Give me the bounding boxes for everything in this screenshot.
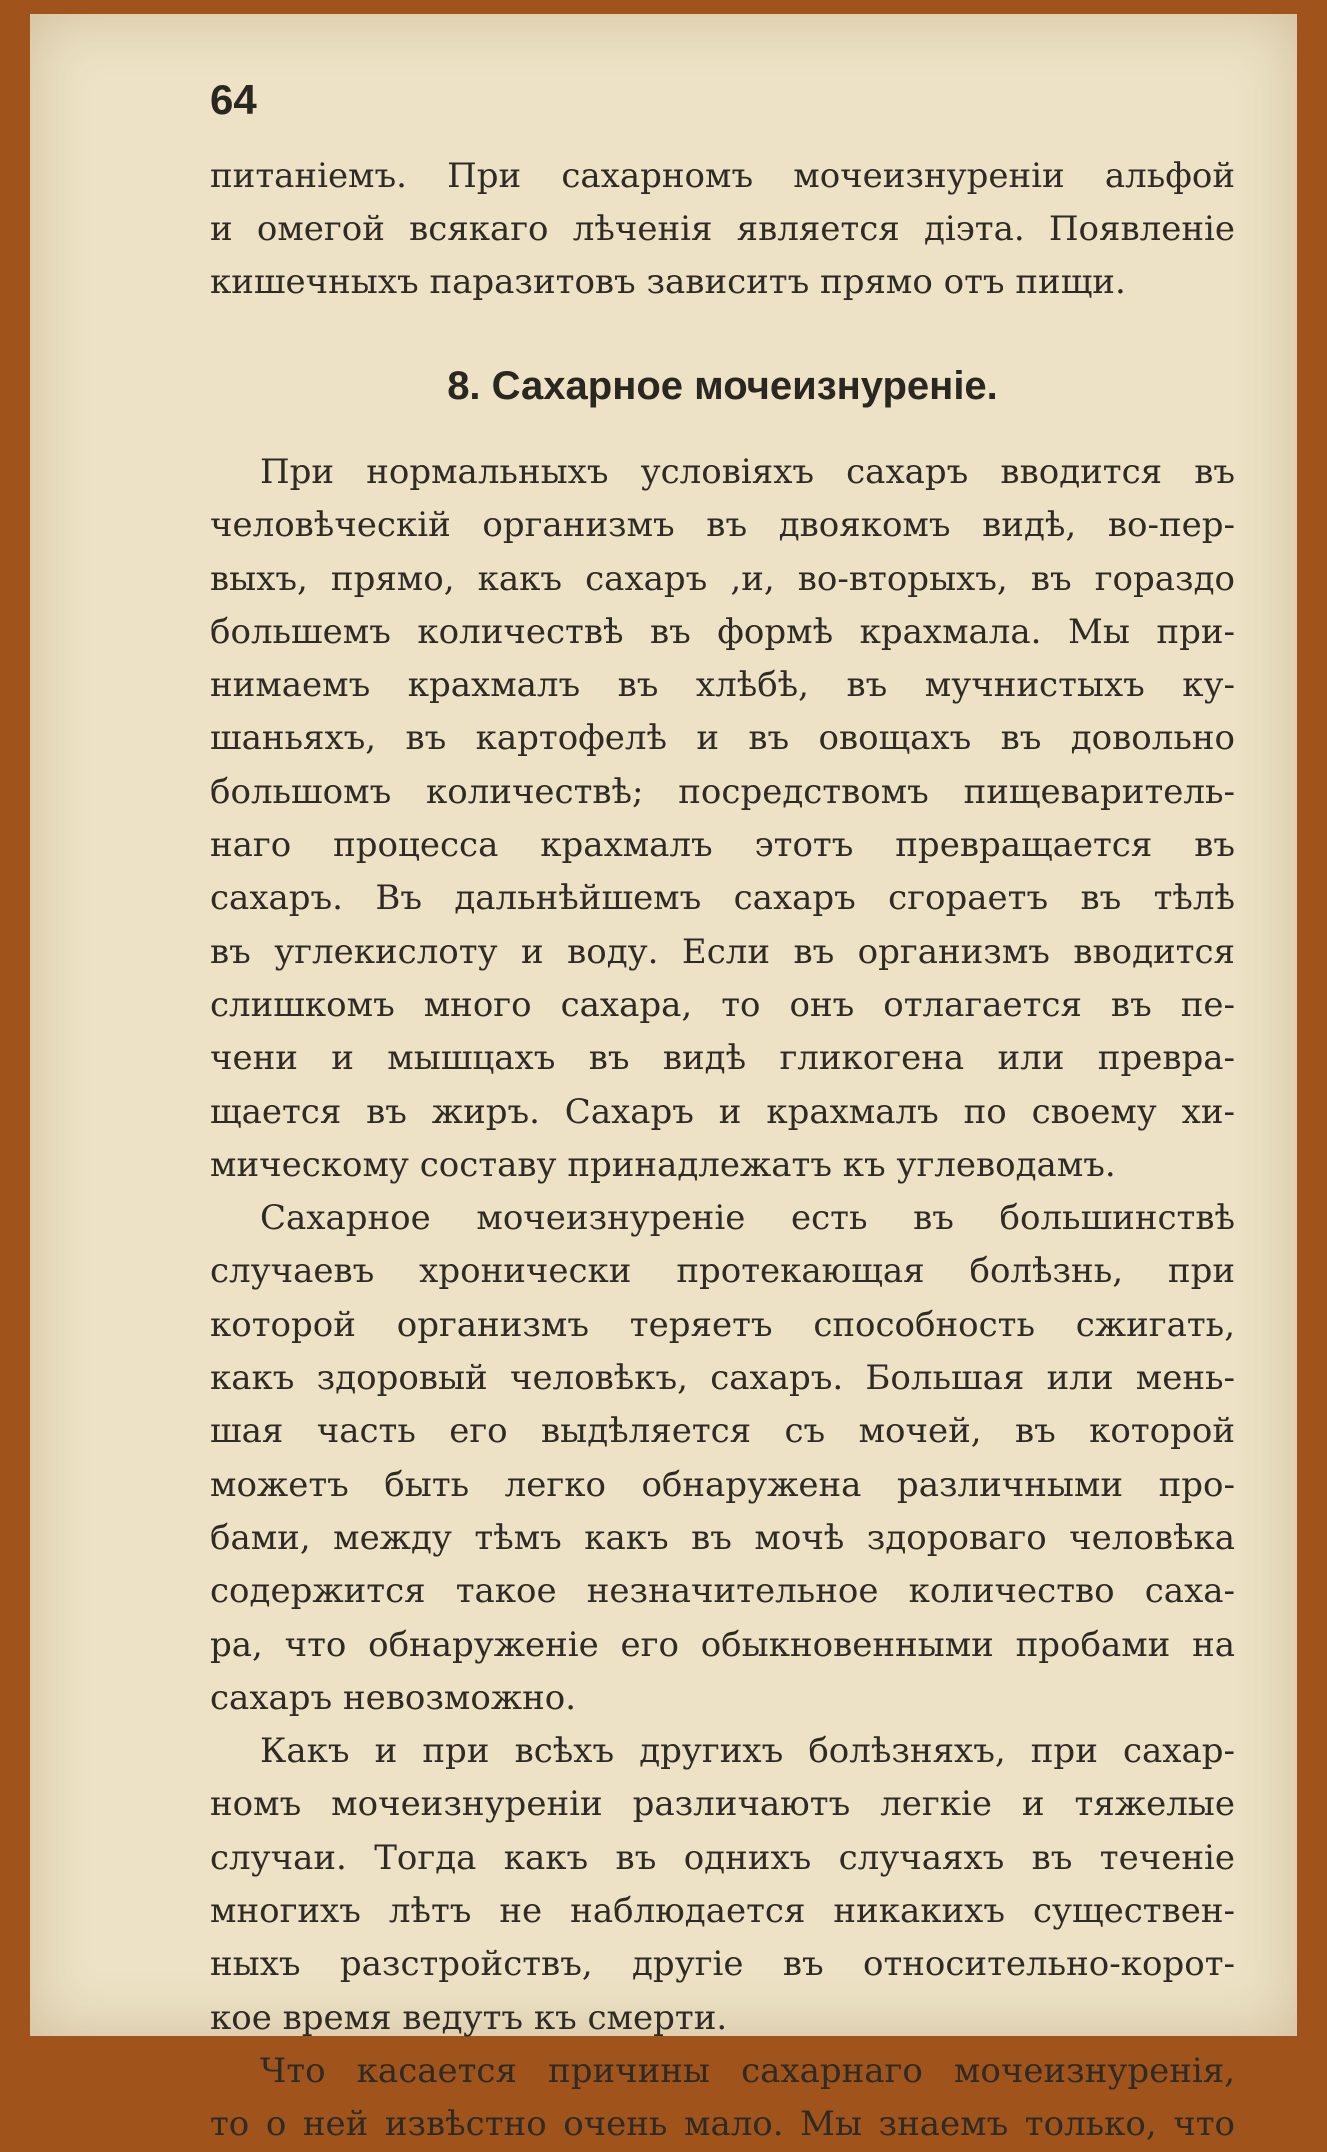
text-line: шаньяхъ, въ картофелѣ и въ овощахъ въ довольно	[210, 718, 1235, 759]
text-line: сахаръ. Въ дальнѣйшемъ сахаръ сгораетъ въ тѣлѣ	[210, 878, 1235, 919]
text-line: и омегой всякаго лѣченія является діэта. Появленіе	[210, 209, 1235, 249]
intro-paragraph	[210, 150, 1235, 309]
text-line: какъ здоровый человѣкъ, сахаръ. Большая или мень-	[210, 1358, 1235, 1399]
text-line: щается въ жиръ. Сахаръ и крахмалъ по своему хи-	[210, 1091, 1235, 1132]
book-page	[30, 14, 1297, 2145]
text-line: мическому составу принадлежатъ къ углеводамъ.	[210, 1144, 1116, 1185]
text-line: можетъ быть легко обнаружена различными про-	[210, 1464, 1235, 1505]
text-line: Что касается причины сахарнаго мочеизнуренія,	[260, 2050, 1235, 2091]
text-line: питаніемъ. При сахарномъ мочеизнуреніи альфой	[210, 156, 1235, 196]
text-line: большемъ количествѣ въ формѣ крахмала. Мы при-	[210, 611, 1235, 652]
section-body	[210, 446, 1235, 2152]
text-line: шая часть его выдѣляется съ мочей, въ которой	[210, 1411, 1235, 1452]
text-line: сахаръ невозможно.	[210, 1677, 577, 1718]
text-line: слишкомъ много сахара, то онъ отлагается въ пе-	[210, 984, 1235, 1025]
text-line: случаевъ хронически протекающая болѣзнь, при	[210, 1251, 1235, 1292]
text-line: кое время ведутъ къ смерти.	[210, 1997, 728, 2038]
text-line: то о ней извѣстно очень мало. Мы знаемъ только, что	[210, 2104, 1235, 2145]
page-number: 64	[210, 76, 257, 123]
text-line: содержится такое незначительное количество саха-	[210, 1571, 1235, 1612]
text-line: нимаемъ крахмалъ въ хлѣбѣ, въ мучнистыхъ ку-	[210, 665, 1235, 706]
text-line: При нормальныхъ условіяхъ сахаръ вводится въ	[260, 452, 1235, 492]
text-line: номъ мочеизнуреніи различаютъ легкіе и тяжелые	[210, 1784, 1235, 1825]
text-line: большомъ количествѣ; посредствомъ пищеваритель-	[210, 771, 1235, 812]
text-line: чени и мышцахъ въ видѣ гликогена или превра-	[210, 1038, 1235, 1079]
text-line: которой организмъ теряетъ способность сжигать,	[210, 1304, 1235, 1345]
text-line: ра, что обнаруженіе его обыкновенными пробами на	[210, 1624, 1235, 1665]
text-line: случаи. Тогда какъ въ однихъ случаяхъ въ теченіе	[210, 1837, 1235, 1878]
text-line: многихъ лѣтъ не наблюдается никакихъ существен-	[210, 1891, 1235, 1932]
text-line: бами, между тѣмъ какъ въ мочѣ здороваго человѣка	[210, 1517, 1235, 1558]
text-line: Какъ и при всѣхъ другихъ болѣзняхъ, при сахар-	[260, 1731, 1235, 1772]
text-line: Сахарное мочеизнуреніе есть въ большинствѣ	[260, 1198, 1235, 1239]
text-line: ныхъ разстройствъ, другіе въ относительно-корот-	[210, 1944, 1235, 1985]
text-line: кишечныхъ паразитовъ зависитъ прямо отъ пищи.	[210, 262, 1126, 302]
section-title: 8. Сахарное мочеизнуреніе.	[447, 364, 998, 408]
text-line: выхъ, прямо, какъ сахаръ ,и, во-вторыхъ, въ гораздо	[210, 558, 1235, 599]
text-line: человѣческій организмъ въ двоякомъ видѣ, во-пер-	[210, 505, 1235, 546]
text-line: въ углекислоту и воду. Если въ организмъ вводится	[210, 931, 1235, 972]
text-line: наго процесса крахмалъ этотъ превращается въ	[210, 825, 1235, 866]
